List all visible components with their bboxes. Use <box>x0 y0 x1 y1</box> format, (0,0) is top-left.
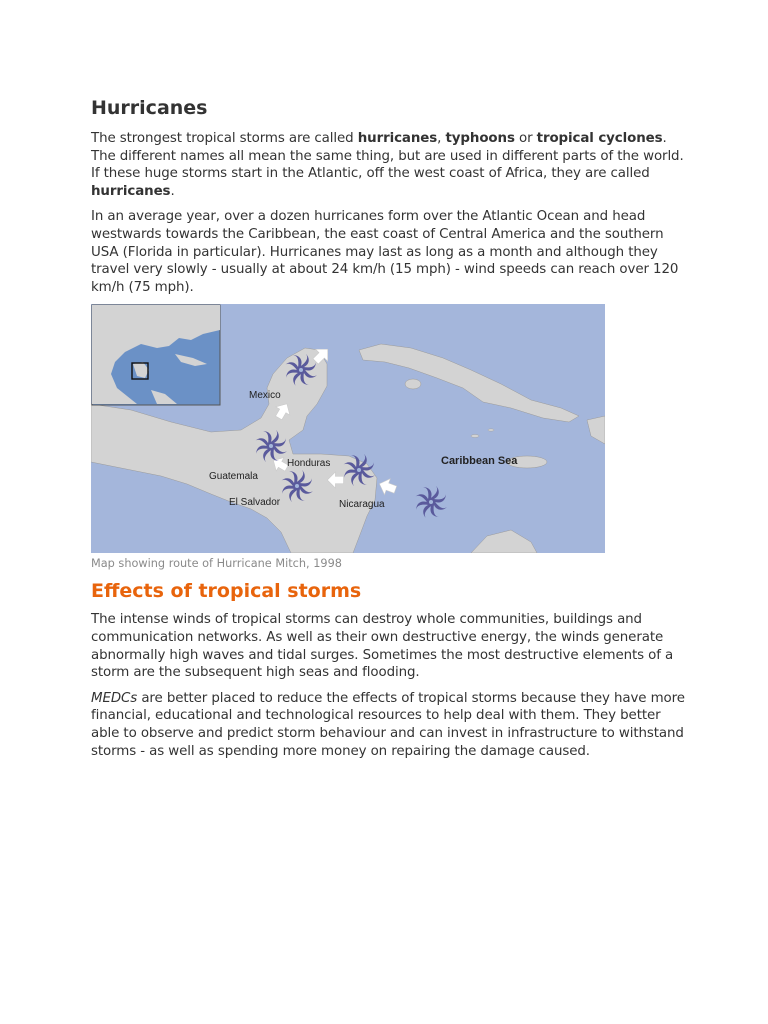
effects-paragraph: The intense winds of tropical storms can destroy whole communities, buildings and communication networks. As well as their own destructive energy, the winds generate abnormally high waves and tidal surges. Sometimes the most destructive elements of a storm are the subsequent high seas and flooding. <box>91 612 674 681</box>
land-cayman <box>471 435 479 438</box>
text: The strongest tropical storms are called <box>91 131 358 146</box>
label-guatemala: Guatemala <box>209 471 258 483</box>
text: . <box>170 183 175 199</box>
formation-paragraph: In an average year, over a dozen hurricanes form over the Atlantic Ocean and head westwards towards the Caribbean, the east coast of Central America and the southern USA (Florida in particular). Hurricanes may last as long as a month and although they travel very slowly - usually at about 24 km/h (15 mph) - wind speeds can reach over 120 km/h (75 mph). <box>91 209 679 295</box>
map-caption: Map showing route of Hurricane Mitch, 1998 <box>91 557 342 571</box>
label-honduras: Honduras <box>287 458 331 470</box>
land-isla <box>405 379 421 389</box>
text: . The different names all mean the same thing, but are used in different parts of the world. If these huge storms start in the Atlantic, off the west coast of Africa, they are called <box>91 131 684 182</box>
label-el-salvador: El Salvador <box>229 497 281 509</box>
inset-map <box>92 305 220 405</box>
label-caribbean-sea: Caribbean Sea <box>441 455 518 468</box>
page-title: Hurricanes <box>91 97 208 119</box>
section-heading: Effects of tropical storms <box>91 580 362 603</box>
text: or <box>514 131 537 146</box>
article <box>91 96 691 768</box>
land-cayman <box>488 429 494 431</box>
medcs-paragraph <box>91 690 691 760</box>
hurricane-mitch-map <box>91 304 605 553</box>
term-typhoons: typhoons <box>445 131 515 146</box>
term-hurricanes: hurricanes <box>357 131 438 146</box>
intro-paragraph <box>91 130 691 200</box>
text: , <box>437 131 446 146</box>
term-medcs: MEDCs <box>91 690 138 706</box>
map-svg <box>91 304 605 553</box>
text: are better placed to reduce the effects of tropical storms because they have more financial, educational and technological resources to help deal with them. They better able to observe and predict storm behaviour and can invest in infrastructure to withstand storms - as well as spending more money on repairing the damage caused. <box>91 690 685 759</box>
term-hurricanes-2: hurricanes <box>91 183 171 199</box>
label-nicaragua: Nicaragua <box>339 499 385 511</box>
term-tropical-cyclones: tropical cyclones <box>536 131 663 146</box>
label-mexico: Mexico <box>249 390 281 402</box>
